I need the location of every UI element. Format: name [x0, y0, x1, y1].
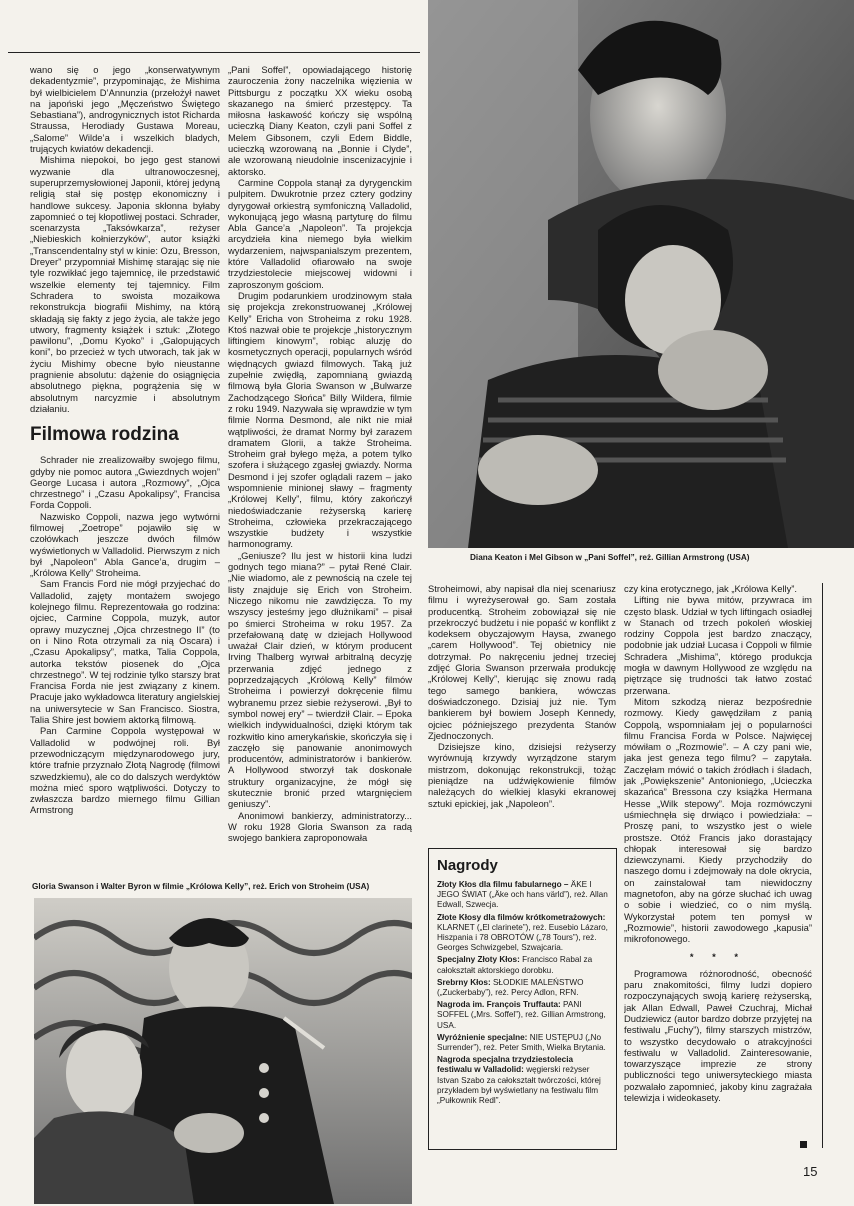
photo-gloria-swanson-walter-byron: [34, 898, 412, 1204]
paragraph: Programowa różnorodność, obecność paru znakomitości, filmy ludzi dopiero rozpoczynających swoją karierę reżyserską, jak Allan Edwall, Paweł Czuchraj, Michał Dudziewicz (autor bardzo dobrze przyjętej na festiwalu „Fuchy”), filmy starszych mistrzów, to wszystko decydowało o atrakcyjności festiwalu w Valladolid. Zainteresowanie, towarzyszące imprezie ze strony publiczności tego uniwersyteckiego miasta pozwalało zapomnieć, jakoby kinu zagrażała telewizja i wideokasety.: [624, 967, 812, 1104]
column-3: [428, 583, 616, 845]
paragraph: „Geniusze? Ilu jest w historii kina ludzi godnych tego miana?” – pytał René Clair. „Nie wiadomo, ale z pewnością na czele tej listy znajduje się Erich von Stroheim. Niczego nikomu nie zawdzięcza. To my wszyscy jesteśmy jego dłużnikami” – pisał po śmierci Stroheima w roku 1957. Za przefałowaną datę w dziejach Hollywood uważał Clair dzień, w którym producent Irving Thalberg wyrwał arbitralną decyzję przerwania zdjęć jednego z poprzedzających „Królową Kelly” filmów Stroheima i powierzył dokręcenie filmu wybranemu przez siebie reżyserowi. „Był to symbol nowej ery” – twierdził Clair. – Epoka wielkich indywidualności, dzięki którym tak rozkwitło kino amerykańskie, skończyła się i zaczęło się panowanie anonimowych producentów, administratorów i bankierów. A Hollywood stworzył tak doskonałe struktury organizacyjne, że mógł się skutecznie bronić przed wtargnięciem geniuszy”.: [228, 549, 412, 810]
award-label: Specjalny Złoty Kłos:: [437, 955, 520, 965]
paragraph: Anonimowi bankierzy, administratorzy... W roku 1928 Gloria Swanson za radą swojego bankiera zaproponowała: [228, 809, 412, 844]
section-separator: * * *: [689, 950, 747, 962]
paragraph: Lifting nie bywa mitów, przywraca im często blask. Udział w tych liftingach osiadłej w Stanach od trzech pokoleń włoskiej rodziny Coppola jest bardzo znaczący, podobnie jak udział Lucasa i Coppoli w filmie Schradera „Mishima”, którego produkcja mogła w dawnym Hollywood ze względu na piętrzące się trudności tak łatwo zostać przerwana.: [624, 594, 812, 696]
award-label: Złote Kłosy dla filmów krótkometrażowych:: [437, 912, 606, 922]
award-item: [437, 1000, 608, 1031]
award-label: Wyróżnienie specjalne:: [437, 1032, 528, 1042]
paragraph: wano się o jego „konserwatywnym dekadentyzmie”, przypominając, że Mishima był wielbicielem D’Annunzia (przełożył nawet na japoński jego „Męczeństwo Świętego Sebastiana”), androgynicznych istot Richarda Straussa, Herodiady Gustawa Moreau, „Salome” Wilde’a i wszelkich bladych, trujących kwiatów dekadencji.: [30, 64, 220, 155]
photo-caption: Gloria Swanson i Walter Byron w filmie „Królowa Kelly”, reż. Erich von Stroheim (USA): [32, 882, 370, 891]
paragraph: Sam Francis Ford nie mógł przyjechać do Valladolid, zajęty montażem swojego kolejnego filmu. Reprezentowała go rodzina: ojciec, Carmine Coppola, muzyk, autor oprawy muzycznej „Ojca chrzestnego II” (to on i Nino Rota otrzymali za nią Oscara) i „Czasu Apokalipsy”, matka, Talia Coppola, autorka tekstów piosenek do „Ojca chrzestnego”. W tej rodzinie tylko starszy brat Francisa Forda nie jest związany z kinem. Pracuje jako wykładowca literatury angielskiej na uniwersytecie w San Francisco. Siostra, Talia Shire jest bowiem aktorką filmową.: [30, 578, 220, 726]
column-2: [228, 64, 412, 874]
paragraph: Mishima niepokoi, bo jego gest stanowi wyzwanie dla ultranowoczesnej, superuprzemysłowionej Japonii, której jedyną religią stał się postęp ekonomiczny i handlowe sukcesy. Japonia skłonna byłaby zapomnieć o tej kłopotliwej postaci. Schrader, scenarzysta „Taksówkarza”, reżyser „Niebieskich kołnierzyków”, autor książki „Transcendentalny styl w kinie: Ozu, Bresson, Dreyer” przypomniał Mishimę starając się nie tyle rozwikłać jego tajemnicę, ile przedstawić wszelkie elementy tej tajemnicy. Film Schradera to swoista mozaikowa rekonstrukcja biografii Mishimy, na którą składają się fakty z jego życia, ale także jego utwory, fragmenty książek i sztuk: „Złotego pawilonu”, „Domu Kyoko” i „Galopujących koni”, bo przecież w tych utworach, tak jak w życiu Mishimy obecne było nieustanne pragnienie absolutu: dążenie do osiągnięcia absolutnego piękna, pogrążenia się w absolutnym narcyzmie i absolutnym działaniu.: [30, 154, 220, 414]
photo-illustration: [34, 898, 412, 1204]
page-number: 15: [803, 1164, 818, 1179]
award-text: NIE USTĘPUJ („No Surrender”), reż. Peter Smith, Wielka Brytania.: [437, 1032, 606, 1053]
photo-diana-keaton-mel-gibson: [428, 0, 854, 548]
award-item: [437, 913, 608, 954]
paragraph: Carmine Coppola stanął za dyrygenckim pulpitem. Dwukrotnie przez cztery godziny dyrygował orkiestrą symfoniczną Valladolid, wykonującą jego własną partyturę do filmu Abla Gance’a „Napoleon”. Ta projekcja arcydzieła kina niemego była wielkim wydarzeniem, najwspanialszym prezentem, które Valladolid ofiarowało na swoje trzydziestolecie miejscowej widowni i zaproszonym gościom.: [228, 176, 412, 290]
award-text: Francisco Rabal za całokształt aktorskiego dorobku.: [437, 955, 593, 975]
paragraph: „Pani Soffel”, opowiadającego historię zauroczenia żony naczelnika więzienia w Pittsburgu z początku XX wieku osobą skazanego na śmierć przestępcy. Ta miłosna łaskawość kończy się wspólną ucieczką Diany Keaton, czyli pani Soffel z Melem Gibsonem, czyli Edem Biddle, ucieczką wzorowaną na „Bonnie i Clyde”, ale wzorowaną nieudolnie inscenizacyjnie i aktorsko.: [228, 64, 412, 177]
awards-list: [437, 880, 608, 1106]
paragraph: czy kina erotycznego, jak „Królowa Kelly”.: [624, 583, 797, 594]
paragraph: Nazwisko Coppoli, nazwa jego wytwórni filmowej „Zoetrope” pojawiło się w czołówkach jeszcze dwóch filmów wyświetlonych w Valladolid. Pierwszym z nich był „Napoleon” Abla Gance’a, drugim – „Królowa Kelly” Stroheima.: [30, 510, 220, 579]
section-heading: Filmowa rodzina: [30, 424, 179, 446]
award-text: ÄKE I JEGO ŚWIAT („Äke och hans värld”), reż. Allan Edwall, Szwecja.: [437, 880, 608, 910]
award-label: Nagroda specjalna trzydziestolecia festiwalu w Valladolid:: [437, 1055, 574, 1075]
award-text: SŁODKIE MALEŃSTWO („Zuckerbaby”), reż. Percy Adlon, RFN.: [437, 977, 584, 998]
award-item: [437, 880, 608, 911]
award-label: Złoty Kłos dla filmu fabularnego –: [437, 880, 569, 889]
paragraph: Pan Carmine Coppola występował w Valladolid w podwójnej roli. Był przewodniczącym międzynarodowego jury, które trafnie przyznało Złotą Nagrodę (filmowi szwedzkiemu), ale co do dalszych werdyktów można mieć sporo wątpliwości. Dotyczy to zwłaszcza bardzo miernego filmu Gillian Armstrong: [30, 725, 220, 816]
award-label: Srebrny Kłos:: [437, 977, 491, 987]
paragraph: Stroheimowi, aby napisał dla niej scenariusz filmu i wyreżyserował go. Sam została producentką. Stroheim zobowiązał się nie przekroczyć budżetu i nie popaść w konflikt z kodeksem obyczajowym Haysa, zwanego „carem Hollywood”. Tej obietnicy nie dotrzymał. Po nakręceniu jednej trzeciej zdjęć Gloria Swanson przerwała produkcję „Królowej Kelly”, kierując się znowu radą tego samego bankiera, wówczas doświadczonego. Dzisiaj już nie. Tym bankierem był bowiem Joseph Kennedy, ojciec późniejszego prezydenta Stanów Zjednoczonych.: [428, 583, 616, 741]
top-rule: [8, 52, 420, 53]
column-rule: [822, 583, 823, 1148]
award-item: [437, 955, 608, 975]
award-label: Nagroda im. François Truffauta:: [437, 1000, 561, 1010]
photo-illustration: [428, 0, 854, 548]
award-item: [437, 1055, 608, 1106]
award-item: [437, 1033, 608, 1053]
photo-caption: Diana Keaton i Mel Gibson w „Pani Soffel”, reż. Gillian Armstrong (USA): [470, 553, 750, 562]
award-text: KLARNET („El clarinete”), reż. Eusebio Lázaro, Hiszpania i 78 OBROTÓW („78 Tours”), reż. Georges Schwizgebel, Szwajcaria.: [437, 922, 608, 953]
awards-box: [428, 848, 617, 1150]
column-1: [30, 64, 220, 874]
awards-title: Nagrody: [437, 857, 498, 874]
column-4: [624, 583, 812, 1143]
end-of-article-mark: [800, 1141, 807, 1148]
award-text: węgierski reżyser Istvan Szabo za całokształt twórczości, której przykładem był wyświetlany na festiwalu film „Pułkownik Redl”.: [437, 1065, 601, 1106]
award-text: PANI SOFFEL („Mrs. Soffel”), reż. Gillian Armstrong, USA.: [437, 1000, 606, 1030]
paragraph: Drugim podarunkiem urodzinowym stała się projekcja zrekonstruowanej „Królowej Kelly” Ericha von Stroheima z roku 1928. Ktoś nazwał obie te projekcje „historycznym liftingiem kinowym”, robiąc aluzję do kosmetycznych operacji, popularnych wśród więdnących gwiazd filmowych. Taką już zupełnie zwiędłą, zapomnianą gwiazdą filmową była Gloria Swanson w „Bulwarze Zachodzącego Słońca” Billy Wildera, filmie z roku 1949. Nazywała się wprawdzie w tym filmie Norma Desmond, ale nikt nie miał wątpliwości, że dramat Normy był zarazem dramatem Glorii, a także Stroheima. Stroheim grał byłego męża, a potem tylko szofera i służącego zgasłej gwiazdy. Norma Desmond i jej szofer oglądali razem – jako wspomnienie minionej sławy – fragmenty „Królowej Kelly”, filmu, który zakończył niedoświadczanie reżyserską karierę Stroheima, człowieka przekraczającego wszystkie budżety i wszystkie harmonogramy.: [228, 289, 412, 550]
paragraph: Mitom szkodzą nieraz bezpośrednie rozmowy. Kiedy gawędziłam z panią Coppolą, wspomniałam jej o popularności filmu Francisa Forda w Polsce. Najwięcej mówiłam o „Rozmowie”. – A czy pani wie, jaka jest geneza tego filmu? – zapytała. Zaczęłam mówić o takich źródłach i śladach, jak „Powiększenie” Antonioniego, „Ucieczka skazańca” Bressona czy książka Hermana Hesse „Wilk stepowy”. Moja rozmówczyni uśmiechnęła się drwiąco i powiedziała: – Proszę pani, to wszystko jest o wiele prostsze. Otóż Francis jako dorastający chłopak interesował się bardzo dziewczynami. Kiedy przychodziły do naszego domu i zdejmowały na dole okrycia, on zainstalował tam niewidoczny magnetofon, aby na górze słuchać ich uwag o sobie i wiedzieć, co o nim myślą. Wykorzystał potem ten pomysł w „Rozmowie”, historii zawodowego „kapusia” mikrofonowego.: [624, 695, 812, 945]
award-item: [437, 978, 608, 998]
paragraph: Dzisiejsze kino, dzisiejsi reżyserzy wyrównują krzywdy wyrządzone starym mistrzom, dokonując rekonstrukcji, tożąc pieniądze na udźwiękowienie filmów należących do wielkiej klasyki ekranowej sztuki epickiej, jak „Napoleon”.: [428, 741, 616, 809]
paragraph: Schrader nie zrealizowałby swojego filmu, gdyby nie pomoc autora „Gwiezdnych wojen” George Lucasa i autora „Rozmowy”, „Ojca chrzestnego” i „Czasu Apokalipsy”, Francisa Forda Coppoli.: [30, 454, 220, 511]
